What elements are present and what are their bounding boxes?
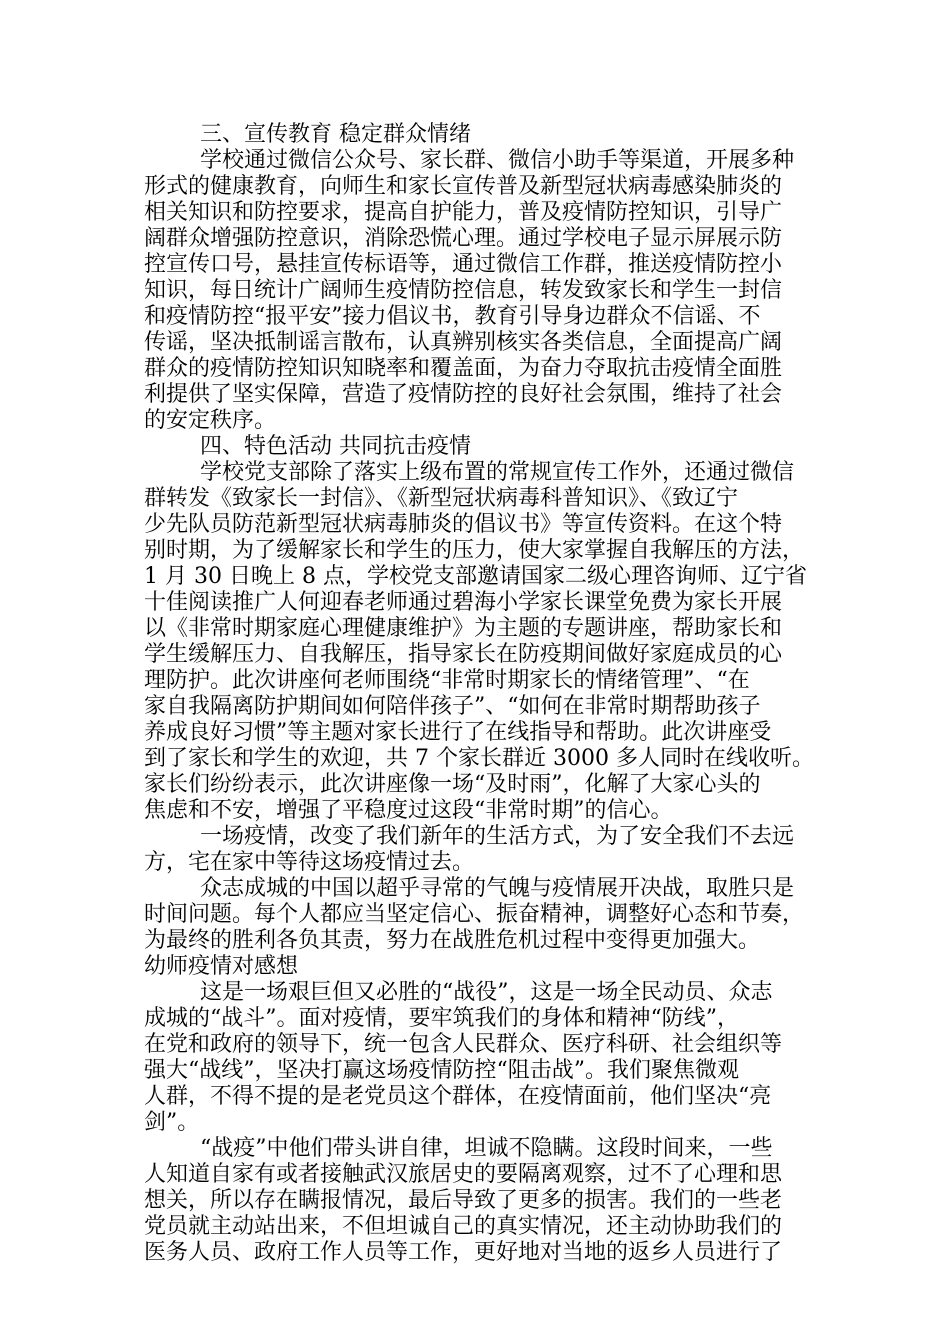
- paragraph-line: 阔群众增强防控意识，消除恐慌心理。通过学校电子显示屏展示防: [144, 226, 783, 251]
- paragraph-line: 这是一场艰巨但又必胜的“战役”，这是一场全民动员、众志: [200, 980, 773, 1005]
- paragraph-line: 和疫情防控“报平安”接力倡议书，教育引导身边群众不信谣、不: [144, 304, 761, 329]
- paragraph-line: 到了家长和学生的欢迎，共 7 个家长群近 3000 多人同时在线收听。: [144, 746, 814, 771]
- paragraph-line: 别时期，为了缓解家长和学生的压力，使大家掌握自我解压的方法，: [144, 538, 805, 563]
- paragraph-line: 党员就主动站出来，不但坦诚自己的真实情况，还主动协助我们的: [144, 1214, 783, 1239]
- paragraph-line: 知识，每日统计广阔师生疫情防控信息，转发致家长和学生一封信: [144, 278, 783, 303]
- paragraph-line: 学校通过微信公众号、家长群、微信小助手等渠道，开展多种: [200, 148, 795, 173]
- paragraph-line: 在党和政府的领导下，统一包含人民群众、医疗科研、社会组织等: [144, 1032, 783, 1057]
- heading-section-4: 四、特色活动 共同抗击疫情: [200, 434, 471, 459]
- paragraph-line: 十佳阅读推广人何迎春老师通过碧海小学家长课堂免费为家长开展: [144, 590, 783, 615]
- paragraph-line: 养成良好习惯”等主题对家长进行了在线指导和帮助。此次讲座受: [144, 720, 772, 745]
- paragraph-line: 一场疫情，改变了我们新年的生活方式，为了安全我们不去远: [200, 824, 795, 849]
- paragraph-line: 方，宅在家中等待这场疫情过去。: [144, 850, 475, 875]
- paragraph-line: 人知道自家有或者接触武汉旅居史的要隔离观察，过不了心理和思: [144, 1162, 783, 1187]
- paragraph-line: 医务人员、政府工作人员等工作，更好地对当地的返乡人员进行了: [144, 1240, 783, 1265]
- paragraph-line: 家长们纷纷表示，此次讲座像一场“及时雨”，化解了大家心头的: [144, 772, 761, 797]
- paragraph-line: 传谣，坚决抵制谣言散布，认真辨别核实各类信息，全面提高广阔: [144, 330, 783, 355]
- paragraph-line: 1 月 30 日晚上 8 点，学校党支部邀请国家二级心理咨询师、辽宁省: [144, 564, 807, 589]
- essay-title: 幼师疫情对感想: [144, 954, 299, 979]
- paragraph-line: 家自我隔离防护期间如何陪伴孩子”、“如何在非常时期帮助孩子: [144, 694, 761, 719]
- paragraph-line: 群转发《致家长一封信》、《新型冠状病毒科普知识》、《致辽宁: [144, 486, 739, 511]
- paragraph-line: 群众的疫情防控知识知晓率和覆盖面，为奋力夺取抗击疫情全面胜: [144, 356, 783, 381]
- paragraph-line: 理防护。此次讲座何老师围绕“非常时期家长的情绪管理”、“在: [144, 668, 750, 693]
- paragraph-line: 成城的“战斗”。面对疫情，要牢筑我们的身体和精神“防线”，: [144, 1006, 739, 1031]
- paragraph-line: 人群，不得不提的是老党员这个群体，在疫情面前，他们坚决“亮: [144, 1084, 772, 1109]
- paragraph-line: 众志成城的中国以超乎寻常的气魄与疫情展开决战，取胜只是: [200, 876, 795, 901]
- paragraph-line: 为最终的胜利各负其责，努力在战胜危机过程中变得更加强大。: [144, 928, 761, 953]
- paragraph-line: 形式的健康教育，向师生和家长宣传普及新型冠状病毒感染肺炎的: [144, 174, 783, 199]
- paragraph-line: 强大“战线”，坚决打赢这场疫情防控“阻击战”。我们聚焦微观: [144, 1058, 739, 1083]
- paragraph-line: 以《非常时期家庭心理健康维护》为主题的专题讲座，帮助家长和: [144, 616, 783, 641]
- paragraph-line: 时间问题。每个人都应当坚定信心、振奋精神，调整好心态和节奏，: [144, 902, 805, 927]
- heading-section-3: 三、宣传教育 稳定群众情绪: [200, 122, 471, 147]
- paragraph-line: 焦虑和不安，增强了平稳度过这段“非常时期”的信心。: [144, 798, 673, 823]
- paragraph-line: 利提供了坚实保障，营造了疫情防控的良好社会氛围，维持了社会: [144, 382, 783, 407]
- paragraph-line: 相关知识和防控要求，提高自护能力，普及疫情防控知识，引导广: [144, 200, 783, 225]
- paragraph-line: 学校党支部除了落实上级布置的常规宣传工作外，还通过微信: [200, 460, 795, 485]
- paragraph-line: 学生缓解压力、自我解压，指导家长在防疫期间做好家庭成员的心: [144, 642, 783, 667]
- paragraph-line: 少先队员防范新型冠状病毒肺炎的倡议书》等宣传资料。在这个特: [144, 512, 783, 537]
- paragraph-line: 的安定秩序。: [144, 408, 277, 433]
- paragraph-line: 控宣传口号，悬挂宣传标语等，通过微信工作群，推送疫情防控小: [144, 252, 783, 277]
- paragraph-line: 想关，所以存在瞒报情况，最后导致了更多的损害。我们的一些老: [144, 1188, 783, 1213]
- paragraph-line: 剑”。: [144, 1110, 200, 1135]
- paragraph-line: “战疫”中他们带头讲自律，坦诚不隐瞒。这段时间来，一些: [200, 1136, 773, 1161]
